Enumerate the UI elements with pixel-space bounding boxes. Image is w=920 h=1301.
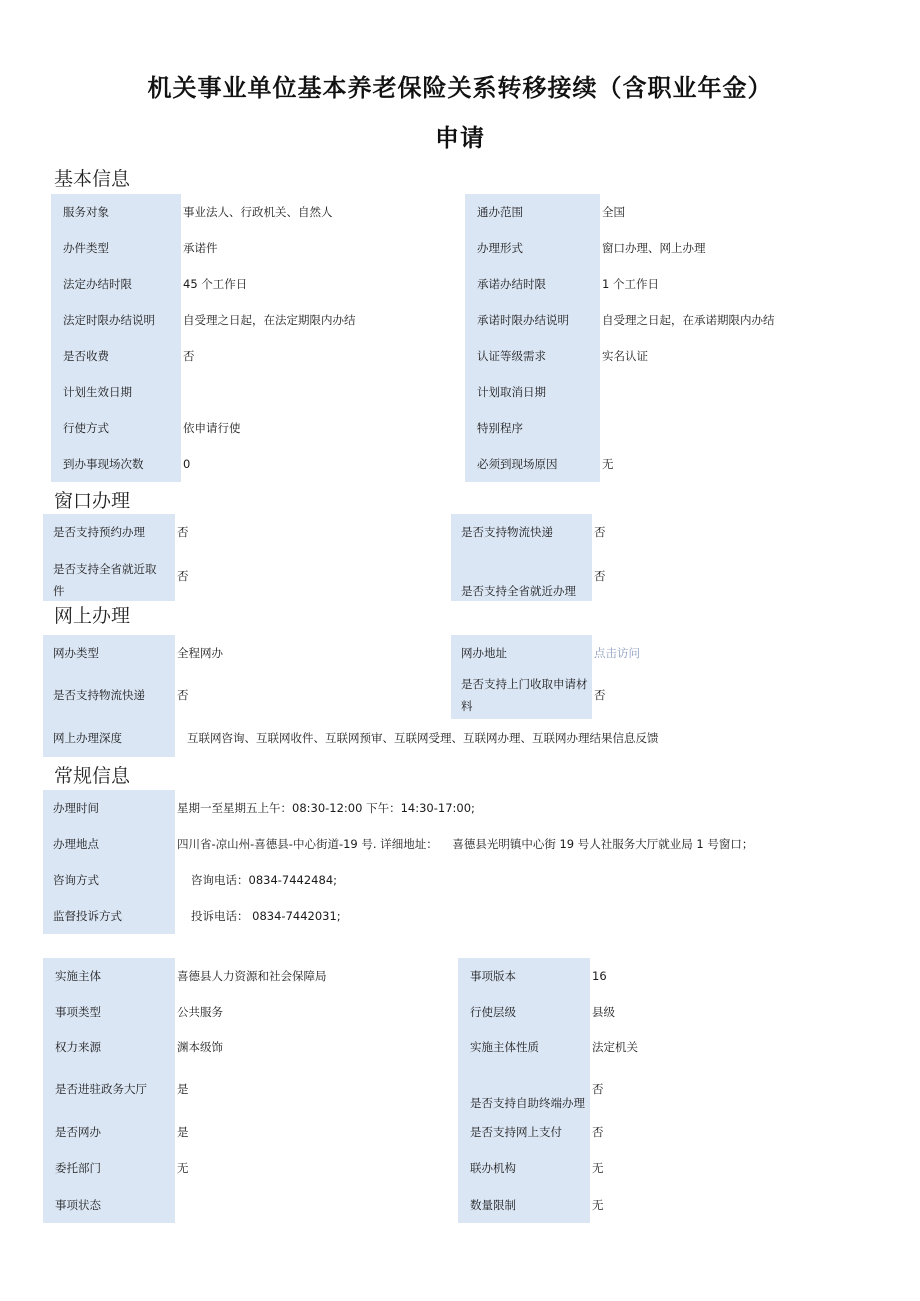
basic-value: 1 个工作日 — [602, 277, 659, 291]
window-nearby-pickup-label: 是否支持全省就近取件 — [43, 550, 175, 601]
basic-value: 窗口办理、网上办理 — [602, 241, 706, 255]
online-depth-label: 网上办理深度 — [43, 719, 175, 757]
online-pickup-label: 是否支持上门收取申请材料 — [451, 671, 592, 719]
window-express-label: 是否支持物流快递 — [451, 514, 592, 550]
impl-value: 无 — [592, 1161, 604, 1175]
impl-label: 委托部门 — [43, 1150, 175, 1186]
basic-label: 办理形式 — [465, 230, 600, 266]
basic-value: 0 — [183, 457, 191, 471]
section-window-heading: 窗口办理 — [54, 490, 131, 512]
basic-value: 45 个工作日 — [183, 277, 248, 291]
basic-value: 否 — [183, 349, 195, 363]
basic-label: 服务对象 — [51, 194, 181, 230]
online-address-label: 网办地址 — [451, 635, 592, 671]
impl-value: 县级 — [592, 1004, 615, 1019]
basic-value: 无 — [602, 457, 614, 471]
basic-label: 法定办结时限 — [51, 266, 181, 302]
impl-label: 权力来源 — [43, 1029, 175, 1064]
impl-value: 法定机关 — [592, 1039, 638, 1054]
basic-value: 自受理之日起，在承诺期限内办结 — [602, 313, 775, 327]
online-type-label: 网办类型 — [43, 635, 175, 671]
window-nearby-pickup-value: 否 — [177, 568, 189, 583]
impl-value: 16 — [592, 969, 607, 983]
basic-value: 实名认证 — [602, 349, 648, 363]
impl-value: 公共服务 — [177, 1004, 223, 1019]
basic-label: 行使方式 — [51, 410, 181, 446]
basic-value: 自受理之日起，在法定期限内办结 — [183, 313, 356, 327]
impl-value: 喜德县人力资源和社会保障局 — [177, 969, 327, 983]
general-value: 投诉电话： 0834-7442031; — [191, 909, 341, 923]
impl-label: 事项状态 — [43, 1186, 175, 1223]
page-title: 机关事业单位基本养老保险关系转移接续（含职业年金） — [147, 74, 773, 102]
basic-label: 到办事现场次数 — [51, 446, 181, 482]
impl-value: 是 — [177, 1081, 189, 1096]
general-label: 办理时间 — [43, 790, 175, 826]
general-value: 四川省-凉山州-喜德县-中心街道-19 号. 详细地址： 喜德县光明镇中心街 19 号人社服务大厅就业局 1 号窗口； — [177, 837, 754, 851]
online-express-value: 否 — [177, 688, 189, 702]
impl-label: 数量限制 — [458, 1186, 590, 1223]
impl-label: 实施主体 — [43, 958, 175, 994]
basic-value: 依申请行使 — [183, 421, 241, 435]
online-address-link[interactable]: 点击访问 — [594, 646, 640, 660]
impl-value: 是 — [177, 1124, 189, 1139]
impl-value: 否 — [592, 1081, 604, 1096]
impl-value: 无 — [177, 1161, 189, 1175]
impl-label: 联办机构 — [458, 1150, 590, 1186]
window-appointment-value: 否 — [177, 525, 189, 539]
online-depth-value: 互联网咨询、互联网收件、互联网预审、互联网受理、互联网办理、互联网办理结果信息反馈 — [187, 731, 659, 745]
basic-value — [600, 410, 890, 446]
window-nearby-handle-value: 否 — [594, 568, 606, 583]
general-label: 监督投诉方式 — [43, 898, 175, 934]
basic-value: 事业法人、行政机关、自然人 — [183, 205, 333, 219]
impl-label: 行使层级 — [458, 994, 590, 1029]
general-label: 办理地点 — [43, 826, 175, 862]
online-type-value: 全程网办 — [177, 646, 223, 660]
online-express-label: 是否支持物流快递 — [43, 671, 175, 719]
basic-label: 特别程序 — [465, 410, 600, 446]
online-pickup-value: 否 — [594, 688, 606, 702]
general-value: 星期一至星期五上午：08:30-12:00 下午：14:30-17:00; — [177, 801, 475, 815]
basic-label: 承诺时限办结说明 — [465, 302, 600, 338]
impl-value: 无 — [592, 1197, 604, 1212]
impl-value: 渊本级饰 — [177, 1039, 223, 1054]
basic-label: 计划生效日期 — [51, 374, 181, 410]
window-appointment-label: 是否支持预约办理 — [43, 514, 175, 550]
basic-label: 认证等级需求 — [465, 338, 600, 374]
section-online-heading: 网上办理 — [54, 605, 131, 627]
impl-label: 事项类型 — [43, 994, 175, 1029]
basic-value: 承诺件 — [183, 241, 218, 255]
section-basic-heading: 基本信息 — [54, 168, 131, 190]
section-general-heading: 常规信息 — [54, 765, 131, 787]
basic-label: 法定时限办结说明 — [51, 302, 181, 338]
impl-label: 事项版本 — [458, 958, 590, 994]
basic-label: 承诺办结时限 — [465, 266, 600, 302]
general-value: 咨询电话：0834-7442484; — [191, 873, 338, 887]
basic-value — [600, 374, 890, 410]
window-express-value: 否 — [594, 525, 606, 539]
basic-label: 通办范围 — [465, 194, 600, 230]
impl-label: 是否网办 — [43, 1113, 175, 1150]
basic-label: 办件类型 — [51, 230, 181, 266]
general-label: 咨询方式 — [43, 862, 175, 898]
impl-value: 否 — [592, 1124, 604, 1139]
page-title-line2: 申请 — [435, 124, 485, 152]
basic-label: 必须到现场原因 — [465, 446, 600, 482]
basic-label: 是否收费 — [51, 338, 181, 374]
basic-value: 全国 — [602, 205, 625, 219]
basic-value — [181, 374, 465, 410]
basic-label: 计划取消日期 — [465, 374, 600, 410]
window-nearby-handle-label: 是否支持全省就近办理 — [451, 550, 592, 601]
impl-label: 是否支持自助终端办理 — [458, 1064, 590, 1113]
impl-label: 是否进驻政务大厅 — [43, 1064, 175, 1113]
impl-value — [175, 1186, 458, 1223]
impl-label: 是否支持网上支付 — [458, 1113, 590, 1150]
impl-label: 实施主体性质 — [458, 1029, 590, 1064]
